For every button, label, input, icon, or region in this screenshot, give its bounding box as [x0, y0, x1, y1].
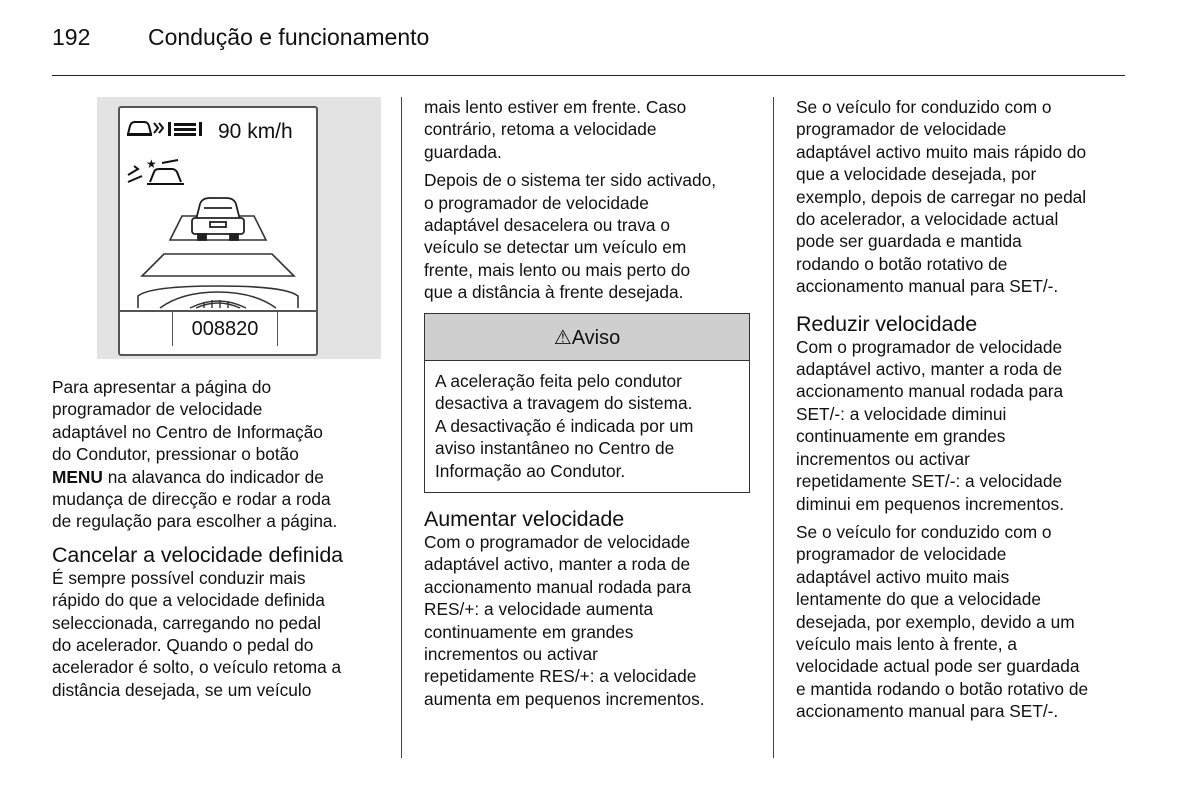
- text-line: Informação ao Condutor.: [435, 460, 626, 481]
- text-line: exemplo, depois de carregar no pedal: [796, 186, 1087, 207]
- heading-increase-speed: Aumentar velocidade: [424, 507, 625, 531]
- text-line: lentamente do que a velocidade: [796, 589, 1042, 610]
- text-line: Se o veículo for conduzido com o: [796, 521, 1052, 542]
- warning-body: [425, 361, 749, 482]
- text-line: accionamento manual para SET/-.: [796, 701, 1059, 722]
- text-line: repetidamente SET/-: a velocidade: [796, 471, 1063, 492]
- odometer-readout: 008820: [172, 312, 278, 346]
- text-line: Com o programador de velocidade: [424, 532, 691, 552]
- steering-arc-graphic: [190, 300, 246, 308]
- heading-cancel-speed: Cancelar a velocidade definida: [52, 542, 344, 567]
- text-line: SET/-: a velocidade diminui: [796, 403, 1007, 424]
- heading-reduce-speed: Reduzir velocidade: [796, 311, 978, 336]
- text-line: distância desejada, se um veículo: [52, 679, 312, 700]
- text-line: repetidamente RES/+: a velocidade: [424, 666, 697, 687]
- text-line: adaptável activo muito mais: [796, 566, 1010, 587]
- text-line: que a distância à frente desejada.: [424, 282, 684, 303]
- text-line: incrementos ou activar: [796, 448, 970, 469]
- header-rule: [52, 75, 1125, 76]
- text-line: que a velocidade desejada, por: [796, 164, 1037, 185]
- text-line: desejada, por exemplo, devido a um: [796, 611, 1075, 632]
- warning-title: Aviso: [571, 327, 621, 349]
- text-line: adaptável activo, manter a roda de: [424, 554, 691, 575]
- acc-status-icon: [127, 122, 163, 135]
- text-line: continuamente em grandes: [796, 426, 1006, 447]
- page-number: 192: [52, 24, 91, 50]
- text-line: e mantida rodando o botão rotativo de: [796, 678, 1089, 699]
- faster-paragraph: [796, 96, 1131, 298]
- slower-paragraph: [796, 521, 1131, 723]
- text-fragment: na alavanca do indicador de: [102, 466, 324, 487]
- text-line: adaptável no Centro de Informação: [52, 421, 323, 442]
- text-line: adaptável activo muito mais rápido do: [796, 141, 1087, 162]
- svg-text:★: ★: [146, 157, 157, 171]
- text-line: o programador de velocidade: [424, 192, 649, 213]
- menu-button-label: MENU: [52, 466, 103, 487]
- text-line: mais lento estiver em frente. Caso: [424, 97, 687, 117]
- text-line: adaptável activo, manter a roda de: [796, 359, 1063, 380]
- cancel-paragraph: [52, 567, 392, 701]
- section-title: Condução e funcionamento: [148, 24, 430, 50]
- column-1: [52, 376, 392, 707]
- text-line: A desactivação é indicada por um: [435, 415, 694, 436]
- text-line: Para apresentar a página do: [52, 377, 272, 397]
- text-line: adaptável desacelera ou trava o: [424, 215, 670, 236]
- reduce-paragraph: [796, 336, 1131, 515]
- text-line: mudança de direcção e rodar a roda: [52, 489, 331, 510]
- text-line: programador de velocidade: [52, 399, 263, 420]
- text-line: de regulação para escolher a página.: [52, 511, 338, 532]
- text-line: veículo se detectar um veículo em: [424, 237, 687, 258]
- acc-display-figure: [97, 97, 381, 359]
- text-line: veículo mais lento à frente, a: [796, 633, 1017, 654]
- text-line: accionamento manual rodada para: [424, 576, 692, 597]
- text-line: programador de velocidade: [796, 119, 1007, 140]
- column-2-top: [424, 96, 754, 310]
- text-line: RES/+: a velocidade aumenta: [424, 599, 654, 620]
- warning-box: [424, 313, 750, 493]
- warning-header: [425, 314, 749, 361]
- text-line: desactiva a travagem do sistema.: [435, 393, 693, 414]
- text-line: diminui em pequenos incrementos.: [796, 493, 1065, 514]
- column-divider-1: [401, 97, 402, 758]
- text-line: do Condutor, pressionar o botão: [52, 444, 299, 465]
- text-line: [52, 466, 392, 488]
- text-line: aviso instantâneo no Centro de: [435, 438, 675, 459]
- distance-bars-icon: [168, 122, 202, 136]
- intro-paragraph: [52, 376, 392, 533]
- car-ahead-graphic: [192, 198, 244, 240]
- driver-info-display: [118, 106, 318, 356]
- increase-paragraph: [424, 531, 754, 710]
- text-line: pode ser guardada e mantida: [796, 231, 1022, 252]
- text-line: programador de velocidade: [796, 544, 1007, 565]
- text-line: rodando o botão rotativo de: [796, 253, 1008, 274]
- text-line: A aceleração feita pelo condutor: [435, 371, 682, 391]
- text-line: É sempre possível conduzir mais: [52, 567, 306, 588]
- activation-paragraph: [424, 169, 754, 303]
- text-line: frente, mais lento ou mais perto do: [424, 259, 691, 280]
- warning-triangle-icon: ⚠: [553, 327, 572, 349]
- text-line: velocidade actual pode ser guardada: [796, 656, 1080, 677]
- text-line: acelerador é solto, o veículo retoma a: [52, 657, 342, 678]
- text-line: Se o veículo for conduzido com o: [796, 97, 1052, 117]
- text-line: rápido do que a velocidade definida: [52, 590, 325, 611]
- continuation-paragraph: [424, 96, 754, 163]
- text-line: incrementos ou activar: [424, 644, 598, 665]
- text-line: guardada.: [424, 141, 502, 162]
- text-line: aumenta em pequenos incrementos.: [424, 688, 705, 709]
- text-line: do acelerador. Quando o pedal do: [52, 635, 314, 656]
- column-2-bottom: [424, 499, 754, 716]
- column-divider-2: [773, 97, 774, 758]
- column-3: [796, 96, 1131, 729]
- page-header: [52, 24, 429, 51]
- text-line: seleccionada, carregando no pedal: [52, 612, 322, 633]
- text-line: accionamento manual rodada para: [796, 381, 1064, 402]
- text-line: accionamento manual para SET/-.: [796, 276, 1059, 297]
- set-speed-readout: 90 km/h: [218, 120, 293, 143]
- text-line: Depois de o sistema ter sido activado,: [424, 170, 717, 191]
- text-line: do acelerador, a velocidade actual: [796, 209, 1059, 230]
- text-line: Com o programador de velocidade: [796, 336, 1063, 357]
- text-line: contrário, retoma a velocidade: [424, 119, 657, 140]
- text-line: continuamente em grandes: [424, 621, 634, 642]
- vehicle-ahead-icon: [128, 157, 184, 184]
